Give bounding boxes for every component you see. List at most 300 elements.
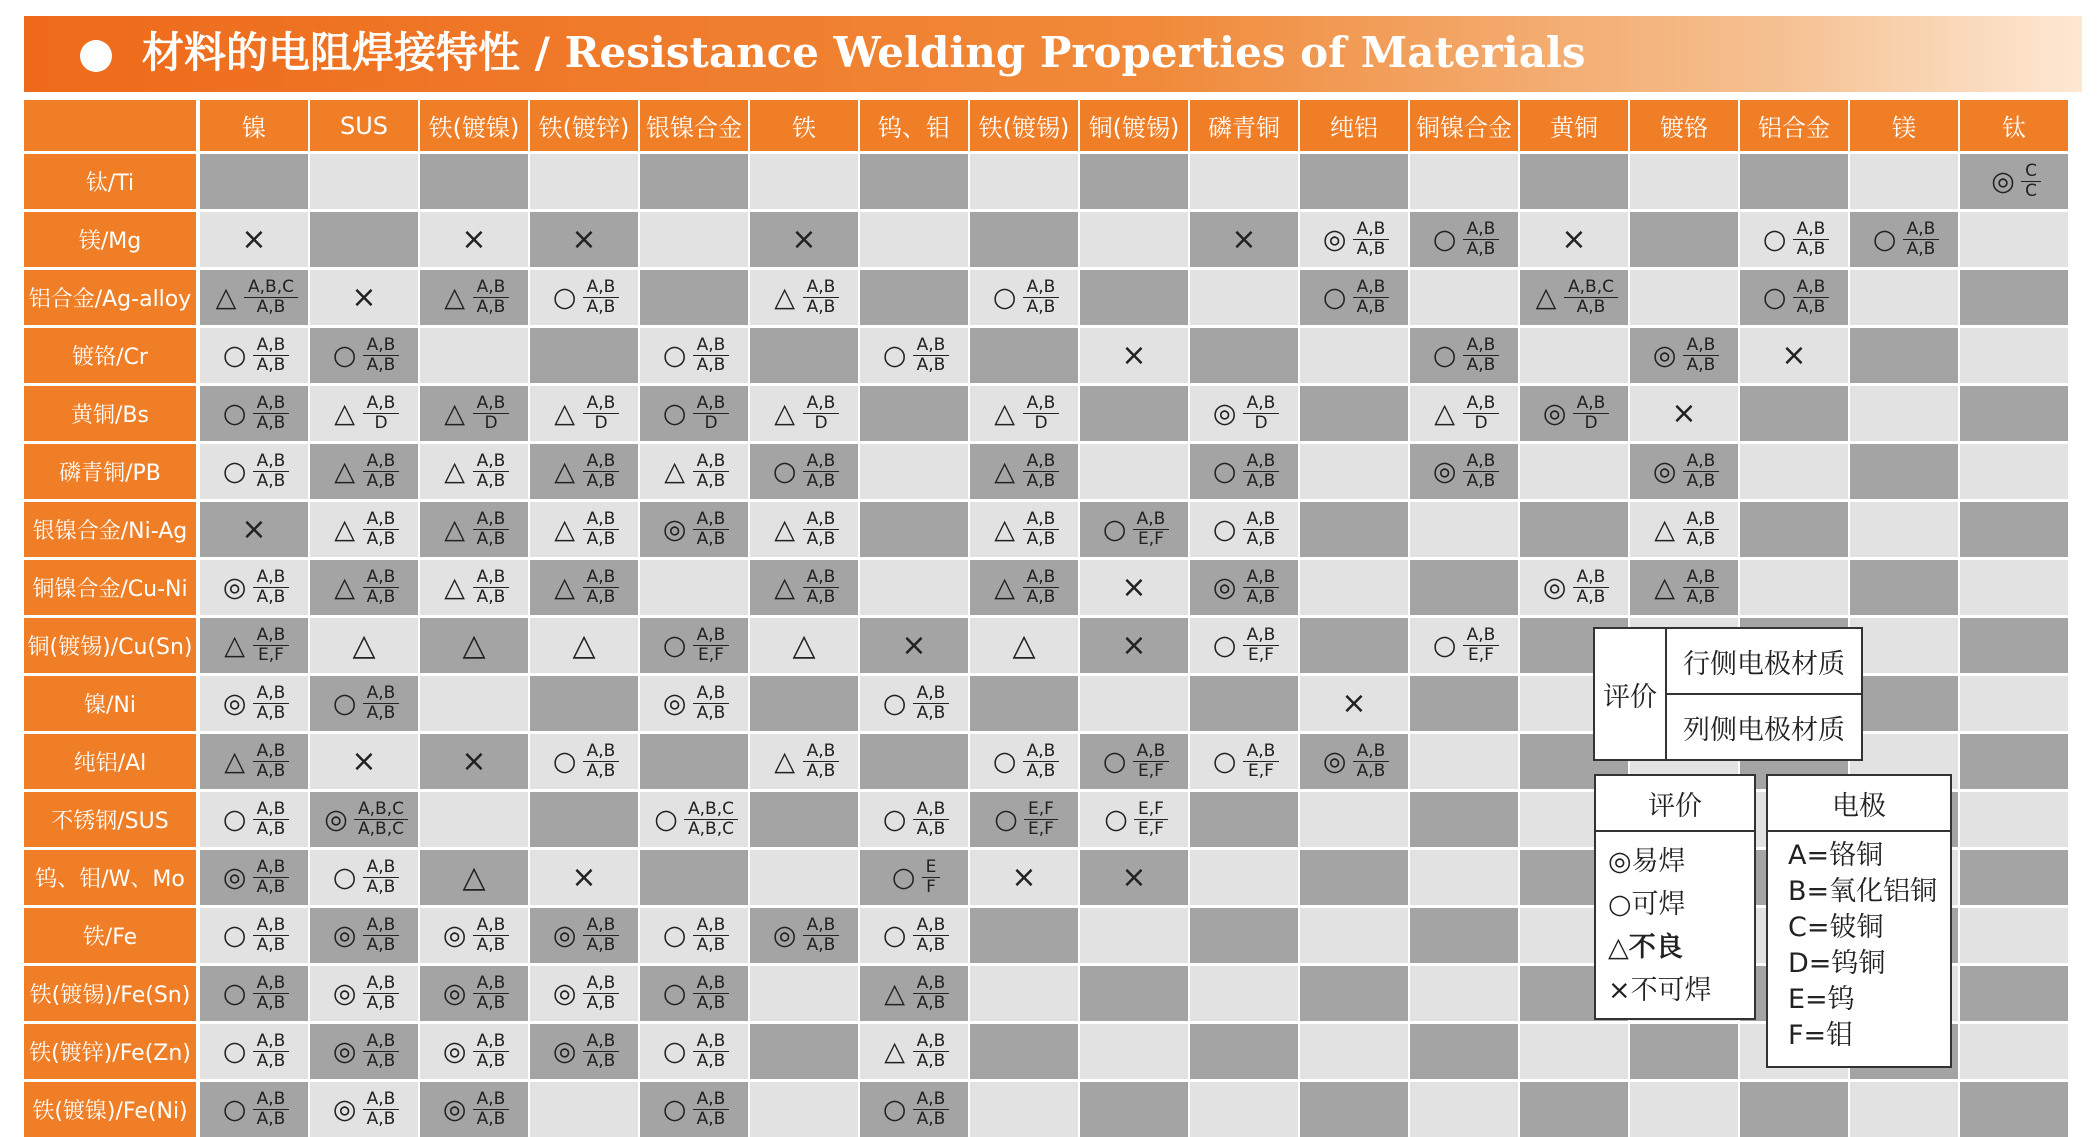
row-header: 铝合金/Ag-alloy bbox=[24, 270, 196, 325]
table-cell bbox=[860, 444, 968, 499]
electrode-pair bbox=[253, 568, 290, 607]
table-cell bbox=[1410, 270, 1518, 325]
electrode-pair bbox=[583, 916, 620, 955]
table-cell bbox=[1520, 560, 1628, 615]
table-cell bbox=[750, 328, 858, 383]
rating-symbol: △ bbox=[994, 572, 1016, 603]
rating-symbol: △ bbox=[1535, 282, 1557, 313]
column-electrode: A,B bbox=[366, 355, 396, 375]
column-electrode: A,B bbox=[256, 297, 286, 317]
rating-symbol: ◎ bbox=[772, 920, 797, 951]
title-separator: / bbox=[534, 28, 550, 77]
electrode-pair bbox=[583, 394, 620, 433]
rating-symbol: × bbox=[571, 221, 597, 257]
row-header: 镍/Ni bbox=[24, 676, 196, 731]
rating-symbol: △ bbox=[884, 978, 906, 1009]
table-cell bbox=[640, 1024, 748, 1079]
electrode-pair bbox=[473, 510, 510, 549]
column-electrode: A,B bbox=[366, 471, 396, 491]
column-electrode: A,B bbox=[696, 1051, 726, 1071]
table-cell bbox=[640, 386, 748, 441]
rating-symbol: ◎ bbox=[1542, 398, 1567, 429]
electrode-pair bbox=[693, 1032, 730, 1071]
column-electrode: A,B bbox=[586, 993, 616, 1013]
row-electrode: A,B bbox=[1243, 452, 1280, 472]
table-cell bbox=[860, 1082, 968, 1137]
column-header-w-mo: 钨、钼 bbox=[860, 100, 968, 151]
table-cell bbox=[530, 560, 638, 615]
row-electrode: A,B bbox=[363, 684, 400, 704]
row-electrode: A,B bbox=[253, 684, 290, 704]
rating-symbol: ○ bbox=[662, 1094, 687, 1125]
table-cell bbox=[1410, 850, 1518, 905]
table-cell bbox=[1300, 502, 1408, 557]
rating-symbol: △ bbox=[334, 456, 356, 487]
table-cell bbox=[1960, 328, 2068, 383]
row-electrode: A,B bbox=[253, 568, 290, 588]
table-cell bbox=[970, 850, 1078, 905]
table-cell bbox=[1300, 1082, 1408, 1137]
column-electrode: A,B bbox=[476, 587, 506, 607]
rating-symbol: △ bbox=[1654, 572, 1676, 603]
table-cell bbox=[1410, 734, 1518, 789]
electrode-pair bbox=[1463, 394, 1500, 433]
rating-symbol: ○ bbox=[662, 978, 687, 1009]
rating-symbol: △ bbox=[352, 627, 376, 663]
row-header: 银镍合金/Ni-Ag bbox=[24, 502, 196, 557]
legend-rating-box bbox=[1594, 774, 1756, 1020]
table-cell bbox=[200, 908, 308, 963]
row-electrode: A,B bbox=[473, 974, 510, 994]
row-electrode: A,B bbox=[253, 1090, 290, 1110]
table-cell bbox=[860, 676, 968, 731]
electrode-pair bbox=[1023, 394, 1060, 433]
rating-symbol: × bbox=[351, 743, 377, 779]
table-cell bbox=[970, 328, 1078, 383]
column-header-ti: 钛 bbox=[1960, 100, 2068, 151]
electrode-pair bbox=[1134, 800, 1168, 839]
rating-symbol: △ bbox=[444, 282, 466, 313]
table-cell bbox=[1740, 328, 1848, 383]
column-electrode: A,B bbox=[1356, 297, 1386, 317]
table-cell bbox=[970, 444, 1078, 499]
electrode-pair bbox=[363, 684, 400, 723]
table-cell bbox=[640, 444, 748, 499]
table-cell bbox=[1520, 444, 1628, 499]
table-cell bbox=[1850, 676, 1958, 731]
rating-symbol: ○ bbox=[891, 862, 916, 893]
column-electrode: A,B bbox=[366, 935, 396, 955]
column-electrode: D bbox=[374, 413, 388, 433]
rating-symbol: ○ bbox=[992, 282, 1017, 313]
table-cell bbox=[860, 154, 968, 209]
table-cell bbox=[1080, 966, 1188, 1021]
rating-symbol: × bbox=[1231, 221, 1257, 257]
rating-symbol: ◎ bbox=[662, 514, 687, 545]
table-cell bbox=[1850, 502, 1958, 557]
electrode-pair bbox=[1683, 568, 1720, 607]
rating-symbol: ○ bbox=[552, 746, 577, 777]
table-cell bbox=[1630, 270, 1738, 325]
electrode-pair bbox=[1353, 742, 1390, 781]
electrode-pair bbox=[693, 684, 730, 723]
table-cell bbox=[310, 386, 418, 441]
electrode-pair bbox=[253, 974, 290, 1013]
electrode-pair bbox=[583, 452, 620, 491]
table-cell bbox=[1410, 1082, 1518, 1137]
rating-symbol: × bbox=[351, 279, 377, 315]
electrode-pair bbox=[693, 336, 730, 375]
row-electrode: A,B bbox=[1793, 278, 1830, 298]
row-electrode: A,B bbox=[363, 1032, 400, 1052]
column-electrode: A,B bbox=[1026, 529, 1056, 549]
electrode-pair bbox=[1573, 568, 1610, 607]
row-electrode: E bbox=[922, 858, 941, 878]
column-electrode: A,B bbox=[586, 1051, 616, 1071]
electrode-pair bbox=[363, 510, 400, 549]
rating-symbol: ○ bbox=[654, 804, 678, 835]
table-cell bbox=[1410, 328, 1518, 383]
table-cell bbox=[1960, 618, 2068, 673]
rating-symbol: ○ bbox=[1762, 282, 1787, 313]
column-electrode: D bbox=[484, 413, 498, 433]
table-cell bbox=[750, 734, 858, 789]
table-cell bbox=[1080, 212, 1188, 267]
row-electrode: A,B bbox=[473, 510, 510, 530]
column-electrode: A,B bbox=[1466, 355, 1496, 375]
row-electrode: A,B bbox=[1353, 742, 1390, 762]
column-electrode: A,B bbox=[1686, 471, 1716, 491]
table-cell bbox=[310, 908, 418, 963]
table-cell bbox=[1080, 1024, 1188, 1079]
table-cell bbox=[750, 502, 858, 557]
rating-symbol: × bbox=[1561, 221, 1587, 257]
table-cell bbox=[420, 618, 528, 673]
column-electrode: A,B bbox=[1246, 471, 1276, 491]
column-electrode: A,B bbox=[1246, 529, 1276, 549]
row-electrode: A,B,C bbox=[354, 800, 408, 820]
row-electrode: A,B bbox=[253, 1032, 290, 1052]
table-cell bbox=[200, 676, 308, 731]
table-cell bbox=[860, 908, 968, 963]
table-cell bbox=[420, 734, 528, 789]
row-electrode: A,B bbox=[803, 278, 840, 298]
rating-symbol: ○ bbox=[1432, 630, 1457, 661]
rating-symbol: ◎ bbox=[222, 572, 247, 603]
rating-symbol: ◎ bbox=[552, 1036, 577, 1067]
rating-symbol: △ bbox=[792, 627, 816, 663]
column-electrode: E,F bbox=[1028, 819, 1054, 839]
column-electrode: A,B bbox=[476, 993, 506, 1013]
table-cell bbox=[1850, 444, 1958, 499]
table-cell bbox=[860, 966, 968, 1021]
table-cell bbox=[1960, 908, 2068, 963]
row-header: 不锈钢/SUS bbox=[24, 792, 196, 847]
column-electrode: A,B bbox=[806, 471, 836, 491]
rating-symbol: △ bbox=[884, 1036, 906, 1067]
electrode-pair bbox=[363, 568, 400, 607]
table-cell bbox=[640, 734, 748, 789]
row-electrode: A,B bbox=[913, 336, 950, 356]
table-cell bbox=[1300, 734, 1408, 789]
row-electrode: A,B bbox=[1683, 336, 1720, 356]
electrode-pair bbox=[363, 452, 400, 491]
table-cell bbox=[1080, 676, 1188, 731]
electrode-pair bbox=[363, 1090, 400, 1129]
rating-symbol: ◎ bbox=[332, 978, 357, 1009]
rating-symbol: ○ bbox=[1322, 282, 1347, 313]
table-cell bbox=[310, 212, 418, 267]
rating-symbol: △ bbox=[774, 746, 796, 777]
column-electrode: A,B bbox=[696, 993, 726, 1013]
electrode-pair bbox=[693, 916, 730, 955]
rating-symbol: ○ bbox=[222, 804, 247, 835]
row-electrode: A,B bbox=[583, 394, 620, 414]
electrode-pair bbox=[473, 974, 510, 1013]
electrode-pair bbox=[363, 394, 400, 433]
table-cell bbox=[860, 792, 968, 847]
row-electrode: A,B bbox=[693, 684, 730, 704]
column-header-fe-ni: 铁(镀镍) bbox=[420, 100, 528, 151]
column-electrode: A,B bbox=[586, 761, 616, 781]
table-cell bbox=[860, 850, 968, 905]
row-electrode: A,B bbox=[803, 916, 840, 936]
row-electrode: A,B bbox=[473, 278, 510, 298]
legend-electrode-d: D=钨铜 bbox=[1788, 948, 1886, 979]
column-electrode: A,B bbox=[256, 587, 286, 607]
rating-symbol: ◎ bbox=[552, 920, 577, 951]
row-electrode: A,B bbox=[1243, 510, 1280, 530]
row-electrode: A,B bbox=[803, 452, 840, 472]
table-cell bbox=[1190, 560, 1298, 615]
rating-symbol: × bbox=[571, 859, 597, 895]
column-electrode: A,B bbox=[256, 1051, 286, 1071]
rating-symbol: ○ bbox=[332, 862, 357, 893]
row-electrode: A,B bbox=[1463, 394, 1500, 414]
table-cell bbox=[310, 618, 418, 673]
row-electrode: A,B bbox=[1133, 742, 1170, 762]
electrode-pair bbox=[473, 394, 510, 433]
column-electrode: A,B bbox=[696, 935, 726, 955]
table-cell bbox=[860, 618, 968, 673]
table-cell bbox=[1080, 154, 1188, 209]
table-cell bbox=[1960, 560, 2068, 615]
table-cell bbox=[200, 1082, 308, 1137]
table-cell bbox=[1190, 502, 1298, 557]
table-cell bbox=[1300, 966, 1408, 1021]
row-electrode: A,B bbox=[1573, 568, 1610, 588]
table-cell bbox=[530, 792, 638, 847]
table-cell bbox=[420, 386, 528, 441]
column-electrode: C bbox=[2025, 181, 2037, 201]
table-cell bbox=[1300, 328, 1408, 383]
row-electrode: A,B bbox=[1353, 278, 1390, 298]
row-electrode: A,B bbox=[693, 452, 730, 472]
row-electrode: A,B bbox=[1023, 510, 1060, 530]
row-electrode: A,B bbox=[473, 1090, 510, 1110]
column-electrode: E,F bbox=[1248, 761, 1274, 781]
table-cell bbox=[1960, 444, 2068, 499]
table-cell bbox=[1740, 444, 1848, 499]
table-cell bbox=[200, 328, 308, 383]
rating-symbol: △ bbox=[774, 398, 796, 429]
rating-symbol: ○ bbox=[222, 398, 247, 429]
table-cell bbox=[1630, 328, 1738, 383]
table-cell bbox=[1960, 270, 2068, 325]
row-electrode: A,B bbox=[1023, 742, 1060, 762]
column-electrode: A,B bbox=[586, 297, 616, 317]
rating-symbol: ○ bbox=[662, 398, 687, 429]
row-electrode: A,B bbox=[473, 394, 510, 414]
column-electrode: A,B bbox=[476, 1109, 506, 1129]
electrode-pair bbox=[583, 568, 620, 607]
row-electrode: A,B bbox=[363, 568, 400, 588]
table-cell bbox=[1960, 154, 2068, 209]
column-electrode: E,F bbox=[258, 645, 284, 665]
table-cell bbox=[1740, 212, 1848, 267]
column-header-mg: 镁 bbox=[1850, 100, 1958, 151]
rating-symbol: ○ bbox=[882, 920, 907, 951]
row-electrode: A,B bbox=[473, 916, 510, 936]
table-cell bbox=[1300, 618, 1408, 673]
rating-symbol: ○ bbox=[332, 340, 357, 371]
rating-symbol: ◎ bbox=[442, 978, 467, 1009]
legend-rating-title: 评价 bbox=[1596, 776, 1754, 832]
electrode-pair bbox=[803, 510, 840, 549]
electrode-pair bbox=[803, 452, 840, 491]
rating-symbol: × bbox=[1121, 569, 1147, 605]
column-electrode: D bbox=[814, 413, 828, 433]
table-cell bbox=[1300, 560, 1408, 615]
row-electrode: A,B bbox=[1353, 220, 1390, 240]
rating-symbol: ◎ bbox=[1322, 224, 1347, 255]
column-electrode: A,B bbox=[256, 1109, 286, 1129]
column-header-pb: 磷青铜 bbox=[1190, 100, 1298, 151]
rating-symbol: ○ bbox=[1432, 224, 1457, 255]
column-electrode: A,B bbox=[696, 1109, 726, 1129]
electrode-pair bbox=[1463, 626, 1500, 665]
column-header-iron: 铁 bbox=[750, 100, 858, 151]
rating-symbol: ○ bbox=[222, 1036, 247, 1067]
table-cell bbox=[970, 676, 1078, 731]
column-electrode: A,B bbox=[1796, 239, 1826, 259]
rating-symbol: ○ bbox=[992, 746, 1017, 777]
table-cell bbox=[970, 154, 1078, 209]
row-electrode: A,B bbox=[913, 800, 950, 820]
rating-symbol: ◎ bbox=[1991, 166, 2015, 197]
rating-symbol: ◎ bbox=[662, 688, 687, 719]
table-cell bbox=[420, 792, 528, 847]
column-electrode: A,B bbox=[1686, 529, 1716, 549]
table-cell bbox=[860, 328, 968, 383]
table-cell bbox=[1190, 618, 1298, 673]
electrode-pair bbox=[1353, 220, 1390, 259]
row-electrode: A,B bbox=[1573, 394, 1610, 414]
column-electrode: A,B bbox=[1466, 471, 1496, 491]
rating-symbol: ◎ bbox=[1652, 340, 1677, 371]
rating-symbol: × bbox=[1781, 337, 1807, 373]
table-cell bbox=[1190, 676, 1298, 731]
table-cell bbox=[1960, 966, 2068, 1021]
legend-electrode-f: F=钼 bbox=[1788, 1020, 1854, 1051]
table-cell bbox=[530, 1024, 638, 1079]
column-electrode: A,B bbox=[1356, 761, 1386, 781]
legend-axis-box bbox=[1593, 627, 1863, 761]
electrode-pair bbox=[913, 1032, 950, 1071]
electrode-pair bbox=[1463, 336, 1500, 375]
electrode-pair bbox=[913, 684, 950, 723]
table-cell bbox=[1190, 966, 1298, 1021]
table-cell bbox=[1300, 154, 1408, 209]
electrode-pair bbox=[1023, 742, 1060, 781]
table-cell bbox=[420, 212, 528, 267]
row-electrode: A,B bbox=[693, 626, 730, 646]
table-cell bbox=[640, 560, 748, 615]
table-cell bbox=[1630, 502, 1738, 557]
row-header: 镀铬/Cr bbox=[24, 328, 196, 383]
rating-symbol: ◎ bbox=[1542, 572, 1567, 603]
table-cell bbox=[530, 966, 638, 1021]
rating-symbol: ○ bbox=[772, 456, 797, 487]
column-electrode: A,B bbox=[366, 529, 396, 549]
electrode-pair bbox=[363, 974, 400, 1013]
table-cell bbox=[1080, 502, 1188, 557]
rating-symbol: ◎ bbox=[1212, 398, 1237, 429]
row-electrode: A,B bbox=[803, 510, 840, 530]
table-cell bbox=[310, 966, 418, 1021]
row-electrode: A,B bbox=[363, 916, 400, 936]
row-electrode: A,B bbox=[363, 510, 400, 530]
column-electrode: A,B bbox=[916, 1051, 946, 1071]
table-cell bbox=[200, 154, 308, 209]
rating-symbol: △ bbox=[554, 514, 576, 545]
table-cell bbox=[1630, 444, 1738, 499]
electrode-pair bbox=[253, 800, 290, 839]
table-cell bbox=[200, 1024, 308, 1079]
row-electrode: A,B bbox=[253, 394, 290, 414]
table-cell bbox=[530, 502, 638, 557]
rating-symbol: ○ bbox=[1102, 746, 1127, 777]
rating-symbol: ○ bbox=[994, 804, 1018, 835]
rating-symbol: ◎ bbox=[1322, 746, 1347, 777]
table-cell bbox=[200, 444, 308, 499]
row-electrode: A,B bbox=[1023, 278, 1060, 298]
table-cell bbox=[1850, 560, 1958, 615]
electrode-pair bbox=[583, 1032, 620, 1071]
rating-symbol: × bbox=[241, 221, 267, 257]
table-cell bbox=[1960, 734, 2068, 789]
row-electrode: A,B bbox=[473, 1032, 510, 1052]
rating-symbol: ◎ bbox=[324, 804, 348, 835]
column-electrode: D bbox=[704, 413, 718, 433]
table-cell bbox=[1080, 328, 1188, 383]
table-cell bbox=[1960, 1024, 2068, 1079]
rating-symbol: ◎ bbox=[1432, 456, 1457, 487]
legend-rating-easy: ◎易焊 bbox=[1608, 846, 1686, 877]
rating-symbol: × bbox=[241, 511, 267, 547]
rating-symbol: △ bbox=[664, 456, 686, 487]
table-cell bbox=[750, 676, 858, 731]
row-electrode: A,B bbox=[1463, 452, 1500, 472]
rating-symbol: ◎ bbox=[1652, 456, 1677, 487]
table-cell bbox=[1410, 154, 1518, 209]
rating-symbol: ○ bbox=[882, 688, 907, 719]
row-electrode: A,B bbox=[913, 974, 950, 994]
table-cell bbox=[200, 850, 308, 905]
column-header-fe-sn: 铁(镀锡) bbox=[970, 100, 1078, 151]
table-cell bbox=[1850, 1082, 1958, 1137]
table-cell bbox=[1300, 386, 1408, 441]
